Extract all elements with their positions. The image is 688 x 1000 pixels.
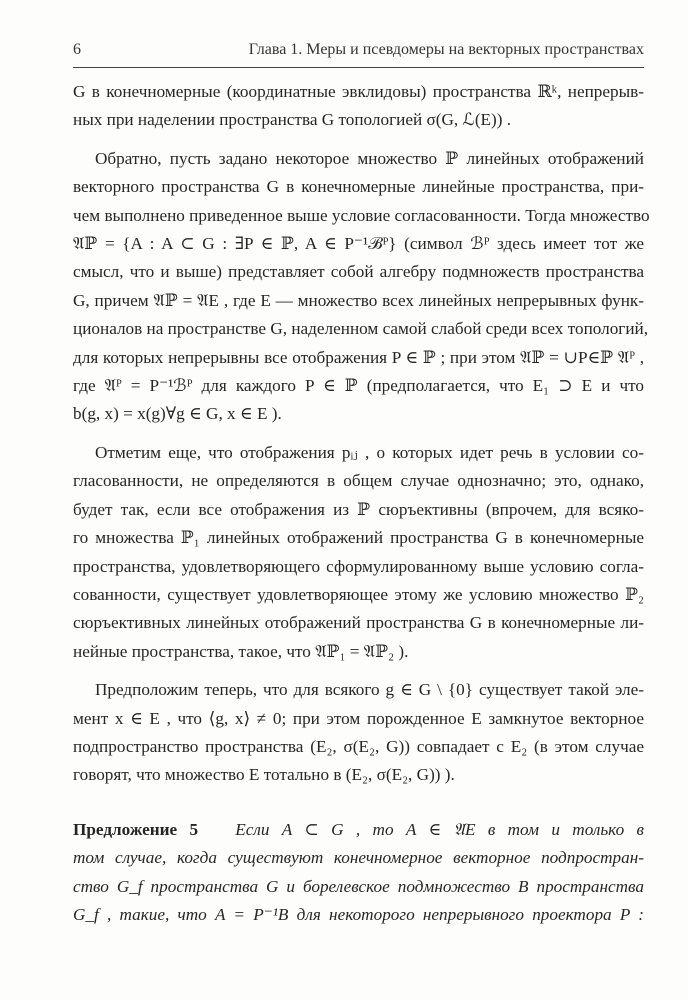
proposition-text: G_f , такие, что A = P⁻¹B для некоторого непрерывного проектора P : [73, 904, 644, 924]
text-line: гласованности, не определяются в общем случае однозначно; это, однако, [73, 471, 644, 491]
chapter-title: Глава 1. Меры и псевдомеры на векторных пространствах [248, 41, 644, 58]
text-line: сюръективных линейных отображений пространства G в конечномерные ли- [73, 613, 644, 633]
text-line: нейные пространства, такое, что 𝔄ℙ₁ = 𝔄ℙ₂ ). [73, 641, 409, 661]
text-line: говорят, что множество E тотально в (E₂, σ(E₂, G)) ). [73, 765, 455, 785]
text-line: ционалов на пространстве G, наделенном самой слабой среди всех топологий, [73, 319, 649, 339]
text-line: пространства, удовлетворяющего сформулированному выше условию согла- [73, 556, 644, 576]
proposition-text: том случае, когда существуют конечномерное векторное подпростран- [73, 848, 644, 868]
text-line: Обратно, пусть задано некоторое множество ℙ линейных отображений [95, 148, 644, 168]
text-line: чем выполнено приведенное выше условие согласованности. Тогда множество [73, 205, 650, 225]
text-line: будет так, если все отображения из ℙ сюръективны (впрочем, для всяко- [73, 499, 644, 519]
proposition-text: ство G_f пространства G и борелевское подмножество B пространства [73, 876, 644, 896]
text-line: G в конечномерные (координатные эвклидовы) пространства ℝᵏ, непрерыв- [73, 82, 644, 101]
paragraph-3 [73, 439, 644, 666]
text-line: G, причем 𝔄ℙ = 𝔄E , где E — множество всех линейных непрерывных функ- [73, 290, 644, 310]
text-line: векторного пространства G в конечномерные линейные пространства, при- [73, 177, 644, 197]
text-line: сованности, существует удовлетворяющее этому же условию множество ℙ₂ [73, 584, 644, 604]
text-line: го множества ℙ₁ линейных отображений пространства G в конечномерные [73, 528, 644, 548]
proposition-5 [73, 816, 644, 930]
paragraph-1 [73, 78, 644, 135]
paragraph-4 [73, 676, 644, 790]
text-line: ных при наделении пространства G топологией σ(G, ℒ(E)) . [73, 110, 512, 130]
header-rule [73, 67, 644, 68]
running-header [73, 40, 644, 60]
text-line: мент x ∈ E , что ⟨g, x⟩ ≠ 0; при этом порожденное E замкнутое векторное [73, 708, 644, 728]
text-line: Предположим теперь, что для всякого g ∈ G \ {0} существует такой эле- [95, 680, 644, 700]
text-line: Отметим еще, что отображения pᵢⱼ , о которых идет речь в условии со- [95, 442, 644, 462]
text-line: смысл, что и выше) представляет собой алгебру подмножеств пространства [73, 262, 644, 282]
proposition-text: Если A ⊂ G , то A ∈ 𝔄E в том и только в [235, 819, 644, 839]
text-line: для которых непрерывны все отображения P ∈ ℙ ; при этом 𝔄ℙ = ∪P∈ℙ 𝔄ᴾ , [73, 347, 644, 367]
proposition-title: Предложение 5 [73, 819, 199, 839]
paragraph-2 [73, 145, 650, 429]
text-line: b(g, x) = x(g)∀g ∈ G, x ∈ E ). [73, 404, 282, 424]
page-body [73, 78, 650, 929]
text-line: подпространство пространства (E₂, σ(E₂, G)) совпадает с E₂ (в этом случае [73, 736, 644, 756]
text-line: где 𝔄ᴾ = P⁻¹ℬᴾ для каждого P ∈ ℙ (предполагается, что E₁ ⊃ E и что [73, 376, 644, 396]
text-line: 𝔄ℙ = {A : A ⊂ G : ∃P ∈ ℙ, A ∈ P⁻¹ℬᴾ} (символ ℬᴾ здесь имеет тот же [73, 234, 644, 254]
page-number: 6 [73, 41, 81, 58]
